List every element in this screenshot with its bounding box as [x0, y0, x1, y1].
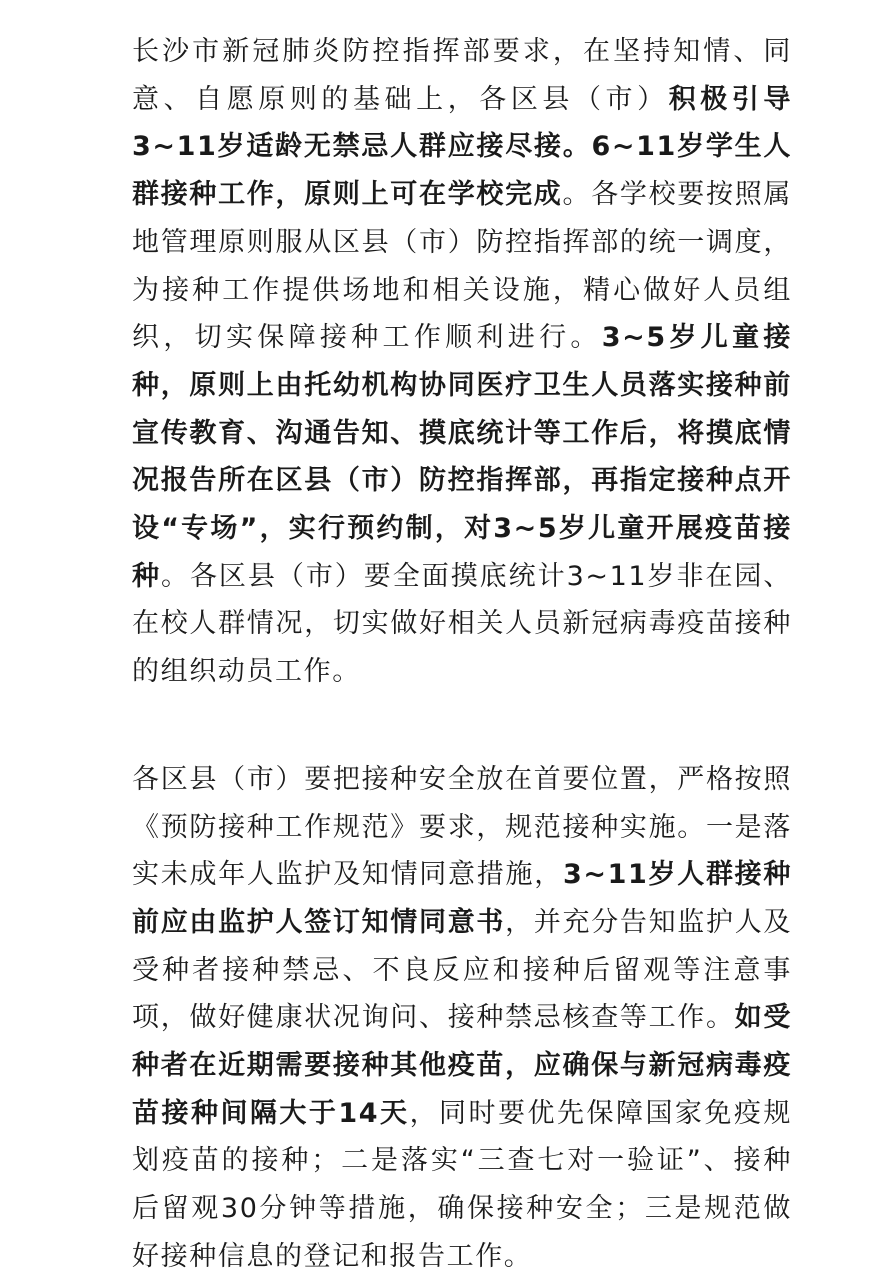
- bold-text-segment: 积极引导3~11岁适龄无禁忌人群应接尽接。6~11岁学生人群接种工作，原则上可在学校完成: [132, 83, 792, 211]
- text-segment: 长沙市新冠肺炎防控指挥部要求，在坚持知情、同意、自愿原则的基础上，各区县（市）: [132, 36, 792, 115]
- article-body: [132, 28, 792, 1281]
- bold-text-segment: 3~5岁儿童接种，原则上由托幼机构协同医疗卫生人员落实接种前宣传教育、沟通告知、摸底统计等工作后，将摸底情况报告所在区县（市）防控指挥部，再指定接种点开设“专场”，实行预约制，对3~5岁儿童开展疫苗接种: [132, 322, 792, 592]
- text-segment: ，并充分告知监护人及受种者接种禁忌、不良反应和接种后留观等注意事项，做好健康状况询问、接种禁忌核查等工作。: [132, 906, 792, 1034]
- bold-text-segment: 如受种者在近期需要接种其他疫苗，应确保与新冠病毒疫苗接种间隔大于14天: [132, 1002, 792, 1129]
- text-segment: 各区县（市）要把接种安全放在首要位置，严格按照《预防接种工作规范》要求，规范接种实施。一是落实未成年人监护及知情同意措施，: [132, 763, 792, 891]
- bold-text-segment: 3~11岁人群接种前应由监护人签订知情同意书: [132, 859, 793, 938]
- paragraph-1: [132, 28, 792, 696]
- text-segment: 。各区县（市）要全面摸底统计3~11岁非在园、在校人群情况，切实做好相关人员新冠病毒疫苗接种的组织动员工作。: [132, 560, 792, 688]
- text-segment: 。各学校要按照属地管理原则服从区县（市）防控指挥部的统一调度，为接种工作提供场地和相关设施，精心做好人员组织，切实保障接种工作顺利进行。: [132, 179, 792, 354]
- paragraph-2: [132, 756, 792, 1281]
- text-segment: ，同时要优先保障国家免疫规划疫苗的接种；二是落实“三查七对一验证”、接种后留观30分钟等措施，确保接种安全；三是规范做好接种信息的登记和报告工作。: [132, 1097, 792, 1272]
